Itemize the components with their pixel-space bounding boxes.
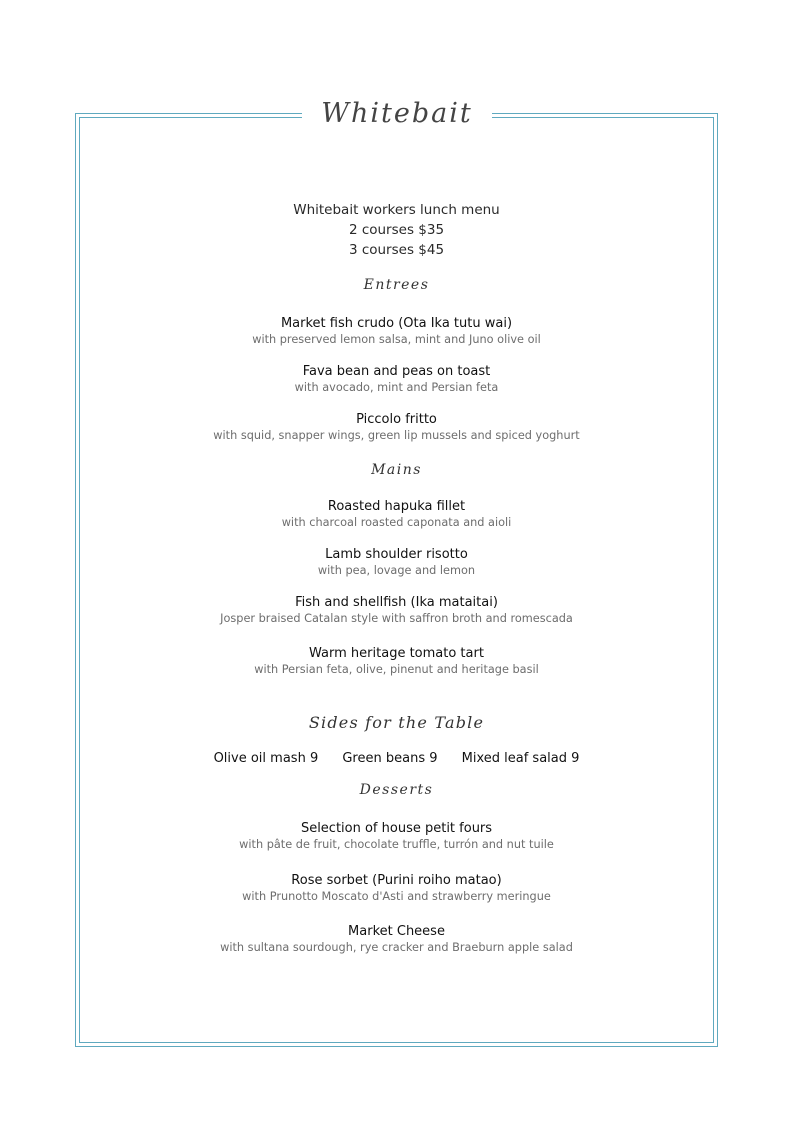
dish-description: with charcoal roasted caponata and aioli: [281, 516, 512, 529]
side-item: Olive oil mash 9: [213, 751, 319, 766]
dish-name: Rose sorbet (Purini roiho matao): [291, 873, 502, 888]
dish-name: Market fish crudo (Ota Ika tutu wai): [280, 316, 513, 331]
dish-description: with Persian feta, olive, pinenut and heritage basil: [254, 663, 539, 676]
menu-item: [79, 923, 714, 956]
whitebait-logo: Whitebait: [321, 98, 473, 129]
dish-name: Warm heritage tomato tart: [309, 646, 484, 661]
menu-item: [79, 411, 714, 444]
menu-item: [79, 872, 714, 905]
section-heading-mains: Mains: [371, 462, 422, 478]
side-item: Mixed leaf salad 9: [461, 751, 580, 766]
menu-item: [79, 546, 714, 579]
section-heading-entrees: Entrees: [363, 277, 430, 293]
intro-title: Whitebait workers lunch menu: [293, 202, 500, 218]
dish-name: Selection of house petit fours: [300, 821, 493, 836]
sides-list: [79, 751, 714, 766]
menu-item: [79, 820, 714, 853]
dish-name: Piccolo fritto: [356, 412, 437, 427]
dish-name: Fava bean and peas on toast: [302, 364, 491, 379]
section-heading-sides: Sides for the Table: [308, 713, 485, 732]
dish-name: Roasted hapuka fillet: [327, 499, 466, 514]
dish-name: Fish and shellfish (Ika mataitai): [295, 595, 498, 610]
dish-description: with squid, snapper wings, green lip mussels and spiced yoghurt: [213, 429, 580, 442]
dish-name: Lamb shoulder risotto: [325, 547, 468, 562]
intro: [79, 200, 714, 260]
dish-description: with Prunotto Moscato d'Asti and strawberry meringue: [242, 890, 551, 903]
menu-item: [79, 363, 714, 396]
side-item: Green beans 9: [342, 751, 438, 766]
intro-three-courses: 3 courses $45: [348, 242, 445, 258]
dish-name: Market Cheese: [348, 924, 445, 939]
dish-description: with pâte de fruit, chocolate truffle, turrón and nut tuile: [239, 838, 554, 851]
menu-item: [79, 498, 714, 531]
dish-description: with preserved lemon salsa, mint and Juno olive oil: [252, 333, 541, 346]
menu-item: [79, 315, 714, 348]
section-heading-desserts: Desserts: [359, 782, 434, 798]
dish-description: with sultana sourdough, rye cracker and Braeburn apple salad: [220, 941, 573, 954]
dish-description: with avocado, mint and Persian feta: [294, 381, 499, 394]
dish-description: with pea, lovage and lemon: [317, 564, 476, 577]
menu-item: [79, 594, 714, 627]
dish-description: Josper braised Catalan style with saffron broth and romescada: [220, 612, 573, 625]
intro-two-courses: 2 courses $35: [348, 222, 445, 238]
menu-item: [79, 645, 714, 678]
